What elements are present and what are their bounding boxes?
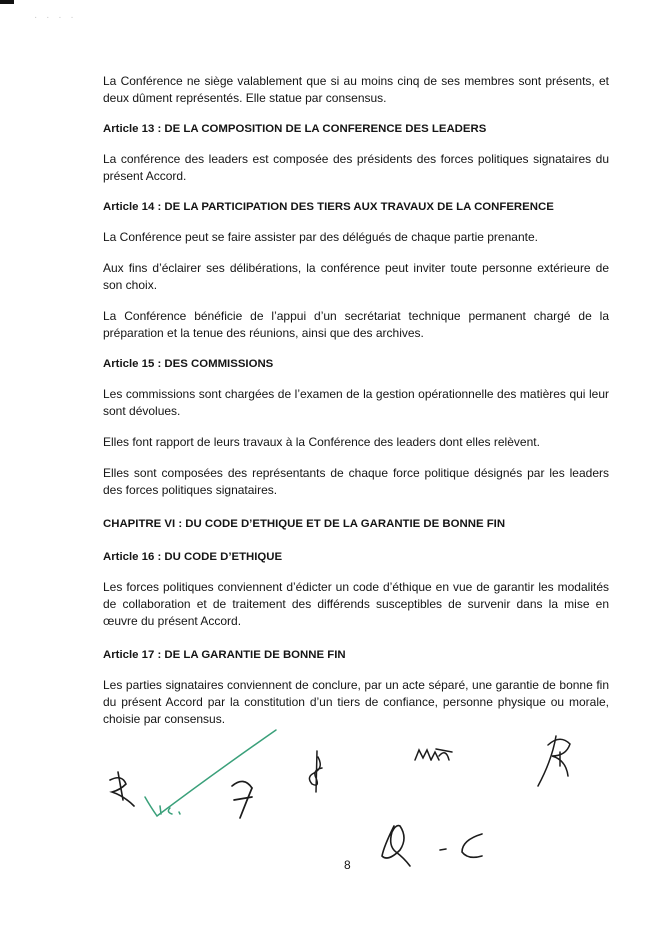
article-13-heading: Article 13 : DE LA COMPOSITION DE LA CONFERENCE DES LEADERS bbox=[103, 123, 487, 135]
article-16-paragraph-1: Les forces politiques conviennent d’édicter un code d’éthique en vue de garantir les modalités de collaboration et de traitement des différends susceptibles de survenir dans la mise en œuvre du présent Accord. bbox=[103, 580, 609, 628]
signature-3 bbox=[232, 781, 252, 818]
page-number: 8 bbox=[344, 858, 351, 872]
article-14-paragraph-2: Aux fins d’éclairer ses délibérations, la conférence peut inviter toute personne extérieure de son choix. bbox=[103, 261, 609, 292]
document-body bbox=[103, 73, 609, 728]
article-13-paragraph-1: La conférence des leaders est composée des présidents des forces politiques signataires du présent Accord. bbox=[103, 152, 609, 183]
article-14-paragraph-1: La Conférence peut se faire assister par des délégués de chaque partie prenante. bbox=[103, 230, 538, 244]
intro-paragraph: La Conférence ne siège valablement que si au moins cinq de ses membres sont présents, et deux dûment représentés. Elle statue par consensus. bbox=[103, 74, 609, 105]
article-15-paragraph-1: Les commissions sont chargées de l’examen de la gestion opérationnelle des matières qui leur sont dévolues. bbox=[103, 387, 609, 418]
article-15-paragraph-3: Elles sont composées des représentants de chaque force politique désignés par les leaders des forces politiques signataires. bbox=[103, 466, 609, 497]
signature-7 bbox=[382, 826, 482, 866]
signature-1 bbox=[110, 772, 134, 806]
scan-corner-mark bbox=[0, 0, 14, 4]
signature-4 bbox=[309, 751, 322, 792]
article-17-heading: Article 17 : DE LA GARANTIE DE BONNE FIN bbox=[103, 649, 346, 661]
article-14-heading: Article 14 : DE LA PARTICIPATION DES TIERS AUX TRAVAUX DE LA CONFERENCE bbox=[103, 201, 554, 213]
article-17-paragraph-1: Les parties signataires conviennent de conclure, par un acte séparé, une garantie de bonne fin du présent Accord par la constitution d’un tiers de confiance, personne physique ou morale, choisie par consensus. bbox=[103, 678, 609, 726]
signature-5 bbox=[415, 749, 452, 760]
article-14-paragraph-3: La Conférence bénéficie de l’appui d’un secrétariat technique permanent chargé de la préparation et la tenue des réunions, ainsi que des archives. bbox=[103, 309, 609, 340]
article-15-paragraph-2: Elles font rapport de leurs travaux à la Conférence des leaders dont elles relèvent. bbox=[103, 435, 540, 449]
article-15-heading: Article 15 : DES COMMISSIONS bbox=[103, 358, 274, 370]
scan-noise: · · · · bbox=[34, 12, 77, 23]
signature-2-green bbox=[145, 730, 276, 816]
chapter-6-heading: CHAPITRE VI : DU CODE D’ETHIQUE ET DE LA GARANTIE DE BONNE FIN bbox=[103, 518, 506, 530]
signature-6 bbox=[538, 736, 570, 786]
article-16-heading: Article 16 : DU CODE D’ETHIQUE bbox=[103, 551, 283, 563]
